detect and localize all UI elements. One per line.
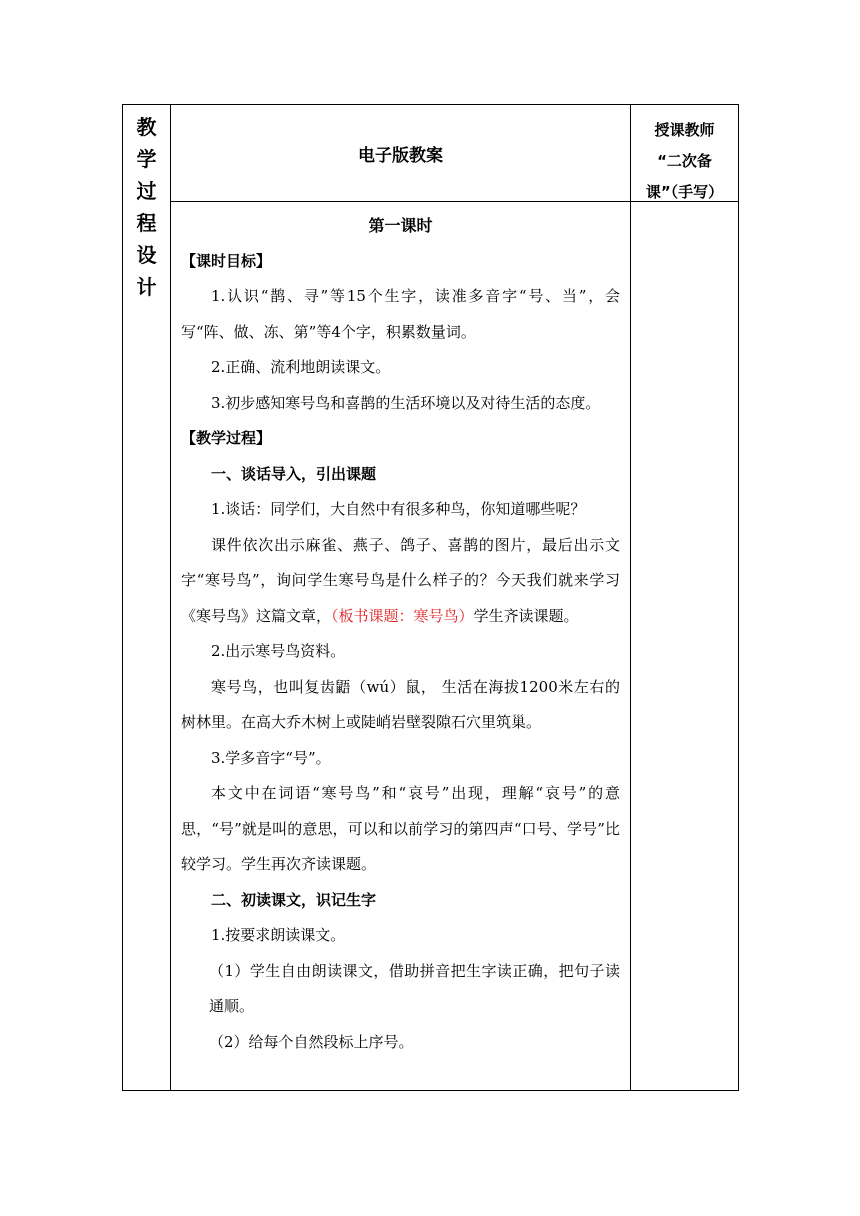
objectives-heading: 【课时目标】 bbox=[181, 251, 272, 270]
objective-1: 1.认识“鹊、寻”等15个生字，读准多音字“号、当”，会写“阵、做、冻、第”等4个字，积累数量词。 bbox=[181, 287, 620, 341]
paragraph-text: 学生齐读课题。 bbox=[473, 606, 579, 625]
side-label-cell bbox=[123, 105, 171, 1091]
paragraph: （2）给每个自然段标上序号。 bbox=[209, 1032, 414, 1051]
process-heading: 【教学过程】 bbox=[181, 429, 272, 447]
section-1-heading: 一、谈话导入，引出课题 bbox=[211, 464, 377, 483]
paragraph: 3.学多音字“号”。 bbox=[211, 748, 331, 767]
teacher-notes-header: 授课教师 “二次备 课”（手写） bbox=[645, 121, 724, 201]
objective-3: 3.初步感知寒号鸟和喜鹊的生活环境以及对待生活的态度。 bbox=[211, 393, 601, 412]
header-right-cell bbox=[631, 105, 739, 202]
session-title: 第一课时 bbox=[368, 216, 433, 235]
content-cell bbox=[171, 202, 631, 1091]
section-2-heading: 二、初读课文，识记生字 bbox=[211, 890, 377, 909]
board-note: （板书课题：寒号鸟） bbox=[331, 606, 474, 625]
header-title: 电子版教案 bbox=[358, 145, 443, 166]
paragraph bbox=[181, 528, 620, 635]
paragraph: 1.按要求朗读课文。 bbox=[211, 926, 346, 944]
header-title-cell bbox=[171, 105, 631, 202]
paragraph: 寒号鸟，也叫复齿鼯（wú）鼠， 生活在海拔1200米左右的树林里。在高大乔木树上或陡峭岩壁裂隙石穴里筑巢。 bbox=[181, 677, 620, 731]
paragraph: 2.出示寒号鸟资料。 bbox=[211, 642, 346, 660]
paragraph: 1.谈话：同学们，大自然中有很多种鸟，你知道哪些呢？ bbox=[211, 500, 586, 518]
lesson-content bbox=[171, 202, 630, 1090]
objective-2: 2.正确、流利地朗读课文。 bbox=[211, 358, 391, 376]
paragraph: 本文中在词语“寒号鸟”和“哀号”出现，理解“哀号”的意思，“号”就是叫的意思，可以和以前学习的第四声“口号、学号”比较学习。学生再次齐读课题。 bbox=[181, 784, 620, 873]
teacher-notes-area bbox=[631, 202, 738, 1090]
teacher-notes-cell bbox=[631, 202, 739, 1091]
lesson-plan-table bbox=[122, 104, 739, 1091]
paragraph: （1）学生自由朗读课文，借助拼音把生字读正确，把句子读通顺。 bbox=[209, 961, 620, 1015]
paragraph-text: 课件依次出示麻雀、燕子、鸽子、喜鹊的图片，最后出示文字“寒号鸟”，询问学生寒号鸟是什么样子的？今天我们就来学习《寒号鸟》这篇文章， bbox=[181, 535, 620, 625]
side-label: 教 学 过 程 设 计 bbox=[136, 115, 157, 299]
